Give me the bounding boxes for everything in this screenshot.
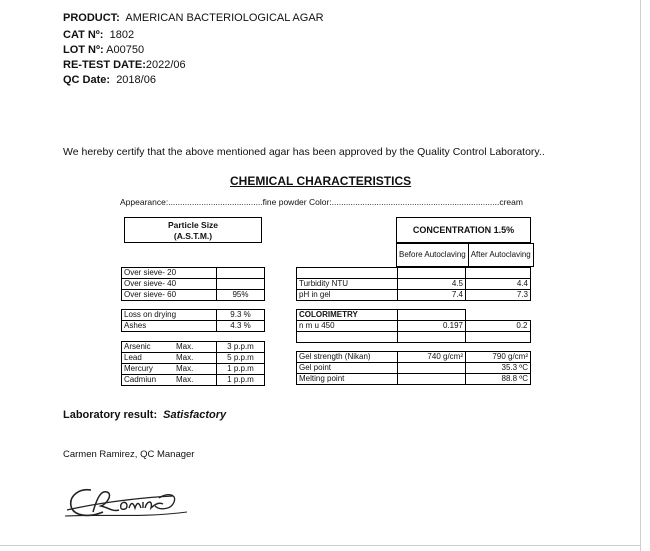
- qc-date-value: 2018/06: [116, 74, 156, 86]
- product-label: PRODUCT:: [63, 12, 120, 24]
- autoclaving-header-table: [396, 243, 534, 267]
- particle-size-label: Particle Size: [167, 220, 219, 230]
- table-row: [297, 332, 531, 343]
- table-row: n m u 450 0.197 0.2: [297, 321, 531, 332]
- retest-label: RE-TEST DATE:: [63, 59, 146, 71]
- sieve-table: [121, 267, 265, 301]
- table-row: pH in gel 7.4 7.3: [297, 290, 531, 301]
- table-row: Over sieve- 60 95%: [122, 290, 265, 301]
- particle-size-box: [124, 217, 262, 243]
- qc-date-label: QC Date:: [63, 74, 111, 86]
- concentration-box: CONCENTRATION 1.5%: [396, 217, 531, 243]
- result-label: Laboratory result:: [63, 409, 158, 421]
- manager-name: Carmen Ramirez, QC Manager: [63, 449, 195, 460]
- table-row: Mercury Max. 1 p.p.m: [122, 364, 265, 375]
- metals-table: [121, 341, 265, 386]
- table-row: Lead Max. 5 p.p.m: [122, 353, 265, 364]
- product-line: [63, 12, 324, 25]
- table-row: Gel point 35.3 ºC: [297, 363, 531, 374]
- loss-table: [121, 309, 265, 332]
- retest-line: [63, 59, 186, 72]
- turbidity-table: [296, 267, 531, 301]
- table-row: Arsenic Max. 3 p.p.m: [122, 342, 265, 353]
- table-row: Turbidity NTU 4.5 4.4: [297, 279, 531, 290]
- table-row: Cadmiun Max. 1 p.p.m: [122, 375, 265, 386]
- gel-table: [296, 351, 531, 385]
- table-row: Ashes 4.3 %: [122, 321, 265, 332]
- cat-value: 1802: [109, 29, 135, 41]
- table-row: Melting point 88.8 ºC: [297, 374, 531, 385]
- table-row: [297, 268, 531, 279]
- qc-date-line: [63, 74, 156, 87]
- chemical-title: CHEMICAL CHARACTERISTICS: [230, 174, 412, 188]
- table-row: Gel strength (Nikan) 740 g/cm² 790 g/cm²: [297, 352, 531, 363]
- before-autoclaving-header: Before Autoclaving: [397, 244, 469, 267]
- result-value: Satisfactory: [163, 409, 227, 421]
- colorimetry-table: [296, 309, 531, 343]
- product-value: AMERICAN BACTERIOLOGICAL AGAR: [125, 12, 324, 24]
- table-row: Loss on drying 9.3 %: [122, 310, 265, 321]
- table-row: Over sieve- 20: [122, 268, 265, 279]
- signature-icon: [63, 478, 193, 528]
- retest-value: 2022/06: [145, 59, 186, 71]
- lot-value: A00750: [106, 44, 145, 56]
- after-autoclaving-header: After Autoclaving: [468, 244, 533, 267]
- lot-label: LOT Nº:: [63, 44, 104, 56]
- table-row: COLORIMETRY: [297, 310, 531, 321]
- appearance-line: Appearance:........................................fine powder Color:.......................................................................cream: [120, 197, 523, 207]
- lot-line: [63, 44, 144, 57]
- certification-statement: We hereby certify that the above mentioned agar has been approved by the Quality Control Laboratory..: [63, 146, 545, 158]
- page-edge-right: [640, 0, 641, 551]
- cat-label: CAT Nº:: [63, 29, 104, 41]
- page-edge-bottom: [0, 545, 641, 546]
- astm-label: (A.S.T.M.): [173, 231, 213, 241]
- cat-line: [63, 29, 134, 42]
- table-row: Over sieve- 40: [122, 279, 265, 290]
- laboratory-result: [63, 409, 226, 421]
